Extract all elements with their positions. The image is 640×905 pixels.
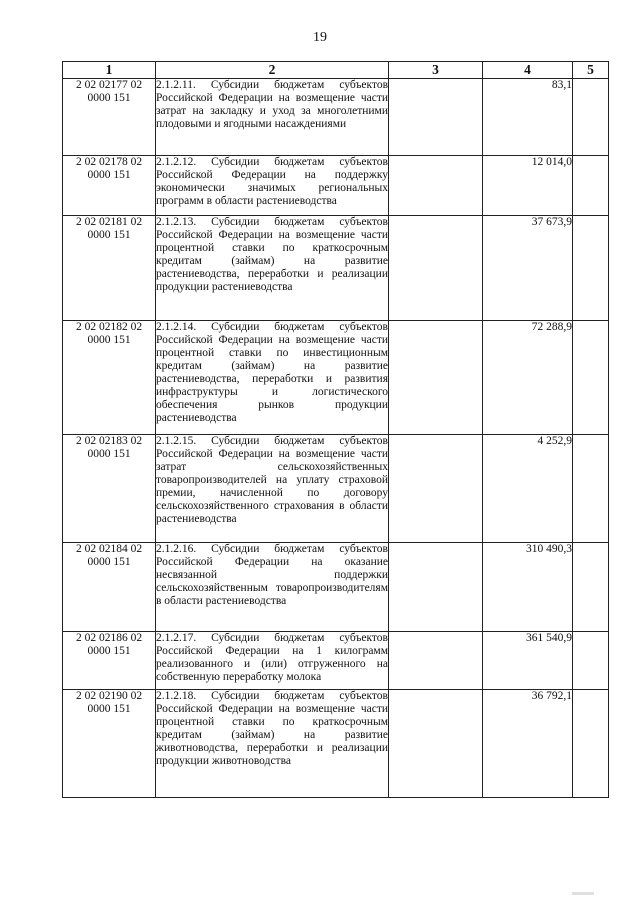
- table-row: [63, 79, 609, 156]
- budget-table: [62, 61, 609, 798]
- budget-code: 2 02 02190 02 0000 151: [63, 690, 156, 798]
- budget-code: 2 02 02184 02 0000 151: [63, 543, 156, 632]
- budget-code: 2 02 02186 02 0000 151: [63, 632, 156, 690]
- amount-cell: 12 014,0: [483, 156, 573, 216]
- row-description: 2.1.2.13. Субсидии бюджетам субъектов Российской Федерации на возмещение части процентной ставки по краткосрочным кредитам (займам) на развитие растениеводства, переработки и реализации продукции растениеводства: [156, 216, 389, 321]
- amount-cell: 36 792,1: [483, 690, 573, 798]
- amount-cell: 361 540,9: [483, 632, 573, 690]
- amount-cell: 37 673,9: [483, 216, 573, 321]
- budget-code: 2 02 02183 02 0000 151: [63, 435, 156, 543]
- table-row: [63, 216, 609, 321]
- col5-cell: [573, 321, 609, 435]
- row-description: 2.1.2.15. Субсидии бюджетам субъектов Российской Федерации на возмещение части затрат сельскохозяйственных товаропроизводителей на уплату страховой премии, начисленной по договору сельскохозяйственного страхования в области растениеводства: [156, 435, 389, 543]
- col3-cell: [389, 156, 483, 216]
- row-description: 2.1.2.16. Субсидии бюджетам субъектов Российской Федерации на оказание несвязанной поддержки сельскохозяйственным товаропроизводителям в области растениеводства: [156, 543, 389, 632]
- table-row: [63, 543, 609, 632]
- header-col-3: 3: [389, 62, 483, 79]
- table-row: [63, 690, 609, 798]
- header-row: [63, 62, 609, 79]
- col5-cell: [573, 79, 609, 156]
- row-description: 2.1.2.14. Субсидии бюджетам субъектов Российской Федерации на возмещение части процентной ставки по инвестиционным кредитам (займам) на развитие растениеводства, переработки и развития инфраструктуры и логистического обеспечения рынков продукции растениеводства: [156, 321, 389, 435]
- row-description: 2.1.2.18. Субсидии бюджетам субъектов Российской Федерации на возмещение части процентной ставки по краткосрочным кредитам (займам) на развитие животноводства, переработки и реализации продукции животноводства: [156, 690, 389, 798]
- col3-cell: [389, 435, 483, 543]
- col3-cell: [389, 216, 483, 321]
- row-description: 2.1.2.17. Субсидии бюджетам субъектов Российской Федерации на 1 килограмм реализованного и (или) отгруженного на собственную переработку молока: [156, 632, 389, 690]
- scan-artifact: [572, 892, 594, 895]
- col5-cell: [573, 216, 609, 321]
- col5-cell: [573, 632, 609, 690]
- header-col-5: 5: [573, 62, 609, 79]
- col3-cell: [389, 690, 483, 798]
- budget-code: 2 02 02178 02 0000 151: [63, 156, 156, 216]
- header-col-1: 1: [63, 62, 156, 79]
- row-description: 2.1.2.12. Субсидии бюджетам субъектов Российской Федерации на поддержку экономически значимых региональных программ в области растениеводства: [156, 156, 389, 216]
- budget-code: 2 02 02177 02 0000 151: [63, 79, 156, 156]
- col3-cell: [389, 543, 483, 632]
- amount-cell: 72 288,9: [483, 321, 573, 435]
- col3-cell: [389, 79, 483, 156]
- header-col-2: 2: [156, 62, 389, 79]
- row-description: 2.1.2.11. Субсидии бюджетам субъектов Российской Федерации на возмещение части затрат на закладку и уход за многолетними плодовыми и ягодными насаждениями: [156, 79, 389, 156]
- amount-cell: 310 490,3: [483, 543, 573, 632]
- col5-cell: [573, 690, 609, 798]
- budget-code: 2 02 02181 02 0000 151: [63, 216, 156, 321]
- col3-cell: [389, 321, 483, 435]
- amount-cell: 83,1: [483, 79, 573, 156]
- col5-cell: [573, 543, 609, 632]
- col5-cell: [573, 156, 609, 216]
- table-row: [63, 632, 609, 690]
- col3-cell: [389, 632, 483, 690]
- page-number: 19: [313, 30, 327, 45]
- table-row: [63, 156, 609, 216]
- header-col-4: 4: [483, 62, 573, 79]
- amount-cell: 4 252,9: [483, 435, 573, 543]
- col5-cell: [573, 435, 609, 543]
- table-row: [63, 435, 609, 543]
- budget-code: 2 02 02182 02 0000 151: [63, 321, 156, 435]
- table-row: [63, 321, 609, 435]
